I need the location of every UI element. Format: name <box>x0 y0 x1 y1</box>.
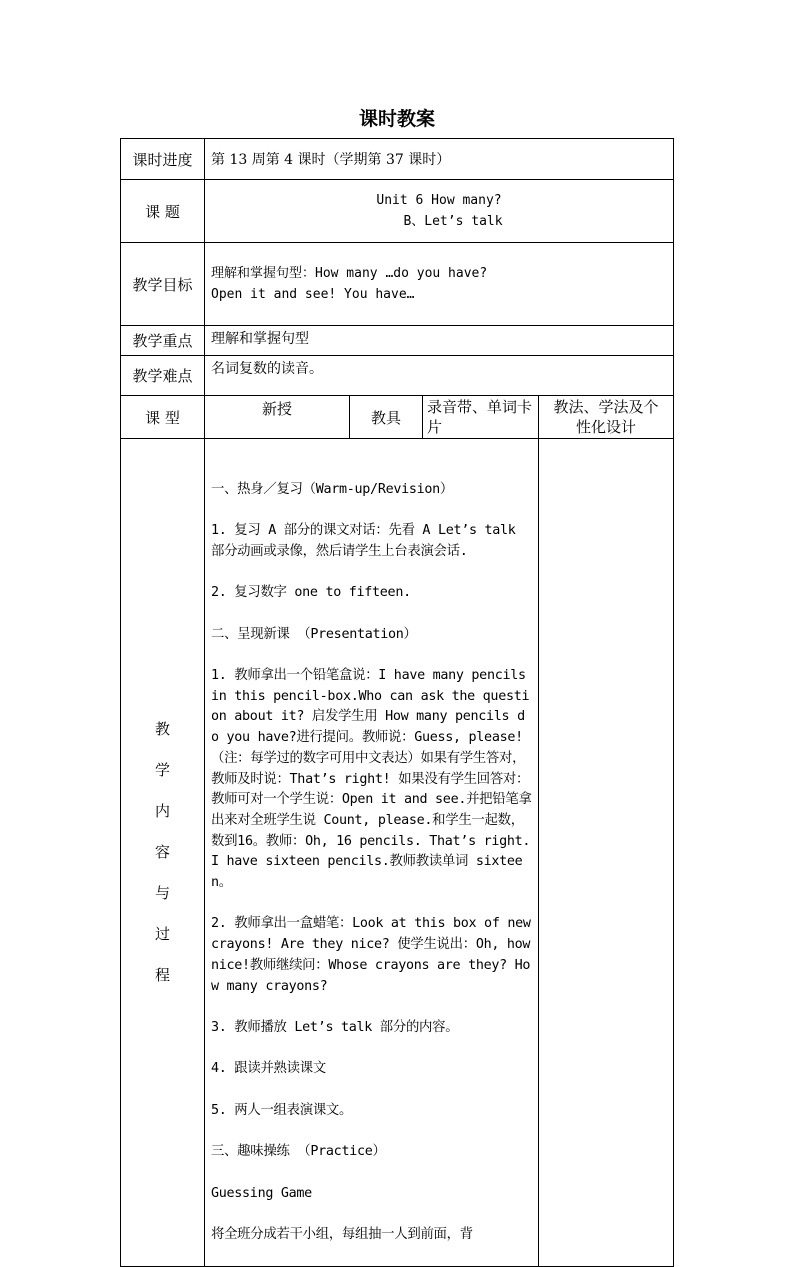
goal-label: 教学目标 <box>121 243 205 326</box>
process-label-char: 与 <box>154 884 170 903</box>
process-label-char: 内 <box>154 802 170 821</box>
row-type <box>121 396 674 439</box>
process-line: 1. 复习 A 部分的课文对话：先看 A Let’s talk 部分动画或录像，然后请学生上台表演会话. <box>211 523 516 559</box>
process-line: 二、呈现新课 （Presentation） <box>211 626 417 642</box>
difficulty-value: 名词复数的读音。 <box>205 356 674 396</box>
goal-line-2: Open it and see! You have… <box>211 287 415 302</box>
lesson-plan-table <box>120 138 674 1267</box>
tools-value: 录音带、单词卡片 <box>423 396 539 439</box>
process-label <box>121 439 205 1267</box>
process-line: 将全班分成若干小组，每组抽一人到前面，背 <box>211 1227 473 1243</box>
process-line: 2. 复习数字 one to fifteen. <box>211 585 411 601</box>
topic-value <box>205 180 674 243</box>
process-line: 1. 教师拿出一个铅笔盒说：I have many pencils in this pencil-box.Who can ask the question about it? 启发学生用 How many pencils do you have?进行提问。教师说：Guess, please! （注：每学过的数字可用中文表达）如果有学生答对，教师及时说：That’s right! 如果没有学生回答对：教师可对一个学生说：Open it and see.并把铅笔拿出来对全班学生说 Count, please.和学生一起数，数到16。教师：Oh, 16 pencils. That’s right. I have sixteen pencils.教师教读单词 sixteen。 <box>211 668 532 891</box>
row-goal <box>121 243 674 326</box>
goal-value <box>205 243 674 326</box>
row-difficulty <box>121 356 674 396</box>
focus-value: 理解和掌握句型 <box>205 326 674 356</box>
row-focus <box>121 326 674 356</box>
type-label: 课 型 <box>121 396 205 439</box>
process-line: 5. 两人一组表演课文。 <box>211 1102 353 1118</box>
page-title: 课时教案 <box>358 108 435 130</box>
type-value: 新授 <box>205 396 350 439</box>
topic-section: B、Let’s talk <box>403 214 503 229</box>
progress-label: 课时进度 <box>121 139 205 180</box>
process-label-char: 容 <box>154 843 170 862</box>
process-line: 一、热身／复习（Warm-up/Revision） <box>211 481 454 497</box>
process-line: 4. 跟读并熟读课文 <box>211 1061 326 1077</box>
process-label-char: 学 <box>154 761 170 780</box>
process-label-char: 过 <box>154 925 170 944</box>
row-progress <box>121 139 674 180</box>
tools-label: 教具 <box>350 396 423 439</box>
goal-line-1: 理解和掌握句型：How many …do you have? <box>211 266 488 281</box>
process-line: 三、趣味操练 （Practice） <box>211 1144 386 1160</box>
focus-label: 教学重点 <box>121 326 205 356</box>
process-notes <box>539 439 674 1267</box>
process-label-char: 教 <box>154 720 170 739</box>
row-topic <box>121 180 674 243</box>
method-label: 教法、学法及个性化设计 <box>539 396 674 439</box>
process-line: 3. 教师播放 Let’s talk 部分的内容。 <box>211 1019 459 1035</box>
process-text <box>205 439 538 1266</box>
difficulty-label: 教学难点 <box>121 356 205 396</box>
process-line: 2. 教师拿出一盒蜡笔：Look at this box of new crayons! Are they nice? 使学生说出：Oh, how nice!教师继续问：Whose crayons are they? How many crayons? <box>211 916 531 994</box>
process-label-char: 程 <box>154 966 170 985</box>
row-process <box>121 439 674 1267</box>
process-content <box>205 439 539 1267</box>
topic-label: 课 题 <box>121 180 205 243</box>
topic-unit: Unit 6 How many? <box>376 193 502 208</box>
progress-value: 第 13 周第 4 课时（学期第 37 课时） <box>205 139 674 180</box>
process-line: Guessing Game <box>211 1185 312 1201</box>
